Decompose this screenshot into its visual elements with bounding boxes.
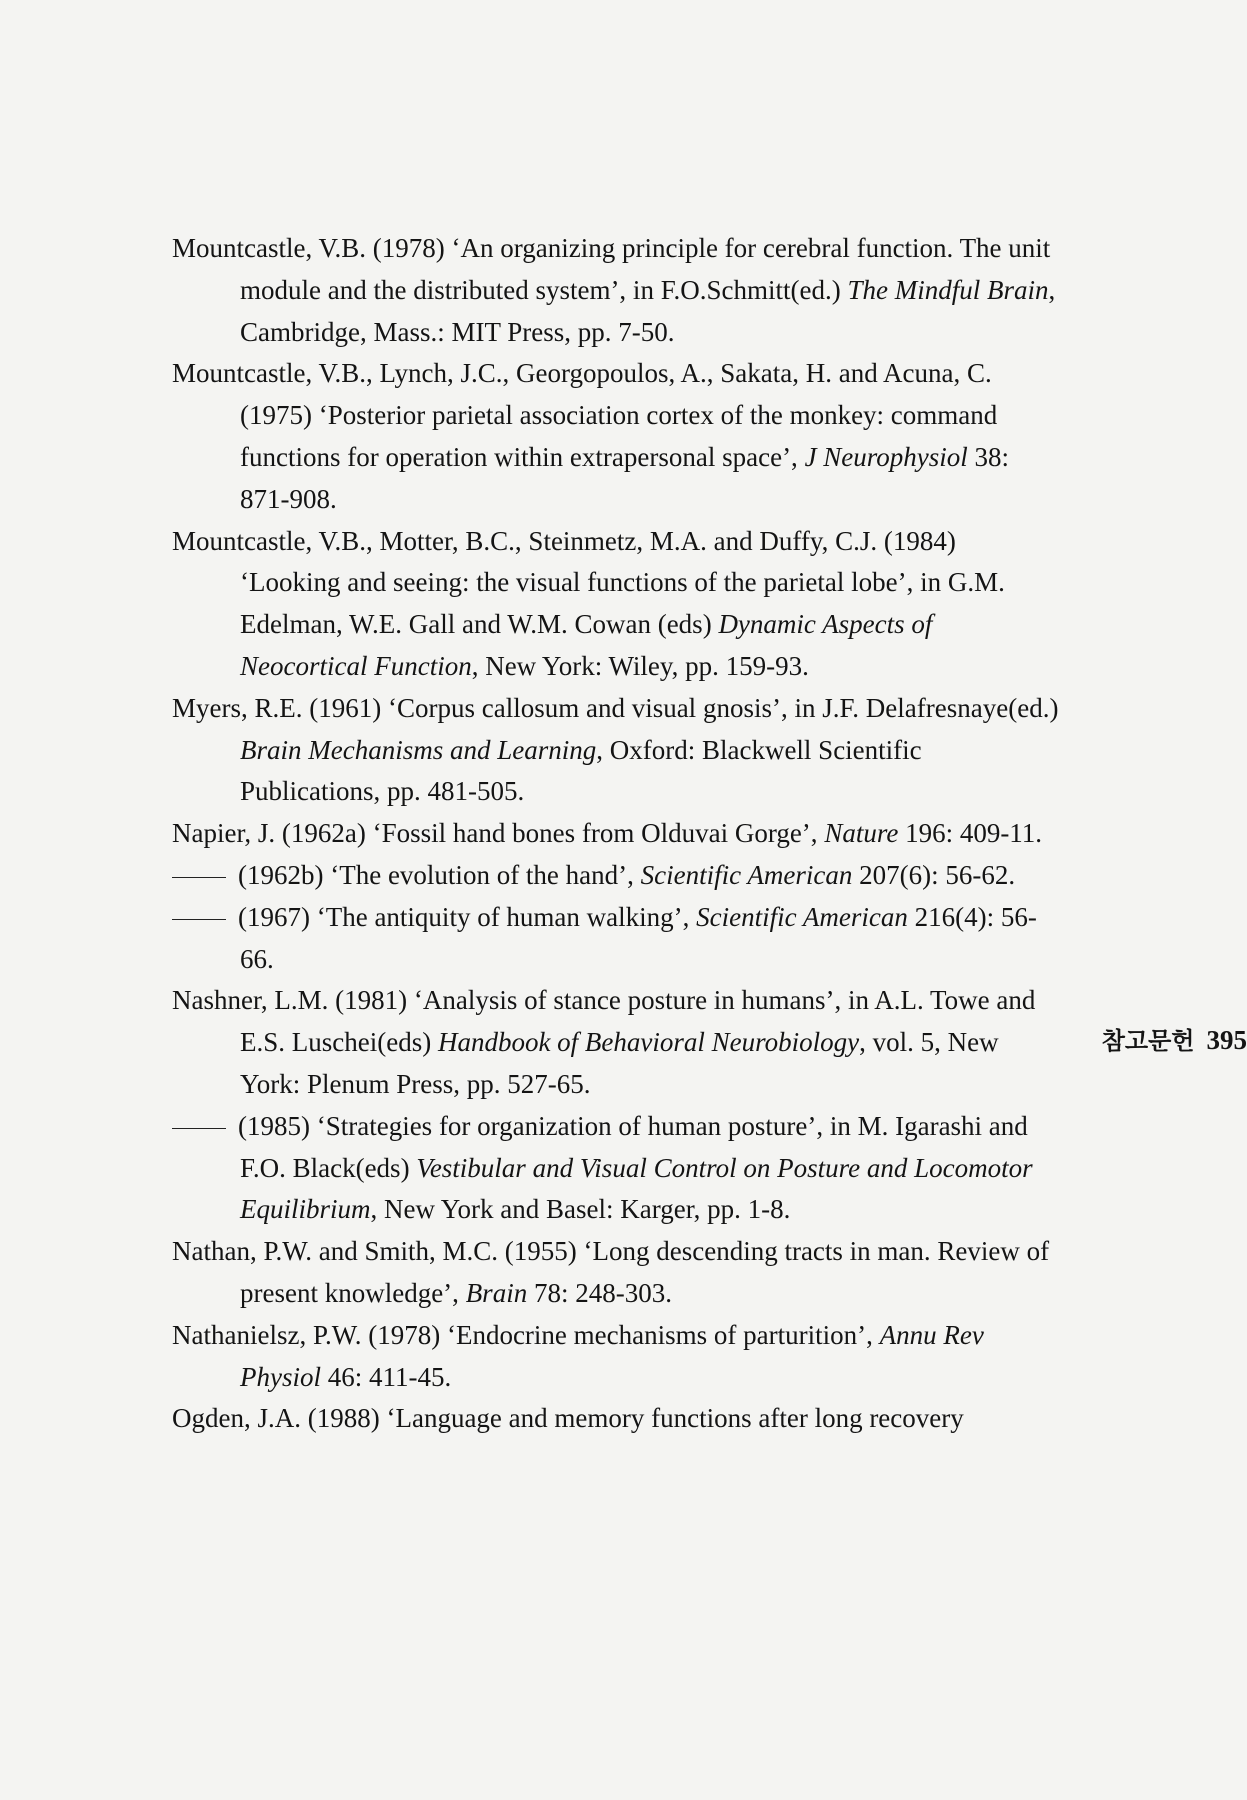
reference-author: Napier, J. — [172, 818, 276, 849]
reference-author: Mountcastle, V.B., Motter, B.C., Steinmetz, M.A. and Duffy, C.J. — [172, 525, 878, 556]
reference-entry — [172, 897, 1062, 981]
reference-source: 38: 871-908. — [240, 441, 1010, 514]
reference-list — [172, 228, 1247, 1440]
reference-source: , New York: Wiley, pp. 159-93. — [471, 650, 809, 681]
reference-entry — [172, 1106, 1062, 1231]
reference-source: , Oxford: Blackwell Scientific Publications, pp. 481-505. — [240, 734, 922, 807]
page-number: 395 — [1206, 1025, 1247, 1055]
reference-text: (1955) ‘Long descending tracts in man. Review of present knowledge’, — [240, 1236, 1050, 1308]
reference-source: 78: 248-303. — [527, 1277, 672, 1308]
reference-source: , New York and Basel: Karger, pp. 1-8. — [370, 1194, 791, 1225]
reference-entry — [172, 1315, 1062, 1399]
reference-author: Nathanielsz, P.W. — [172, 1319, 362, 1350]
reference-text: (1988) ‘Language and memory functions after long recovery — [301, 1403, 964, 1434]
reference-text: (1962b) ‘The evolution of the hand’, — [238, 859, 641, 890]
reference-title: J Neurophysiol — [804, 441, 968, 472]
reference-author: Nathan, P.W. and Smith, M.C. — [172, 1236, 499, 1267]
ditto-dash — [172, 1128, 226, 1129]
reference-author: Mountcastle, V.B. — [172, 233, 367, 263]
ditto-dash — [172, 919, 226, 920]
reference-author: Nashner, L.M. — [172, 985, 329, 1016]
reference-author: Mountcastle, V.B., Lynch, J.C., Georgopoulos, A., Sakata, H. and Acuna, C. — [172, 358, 992, 389]
ditto-dash — [172, 877, 226, 878]
reference-title: Annu Rev Physiol — [240, 1319, 984, 1392]
reference-text: (1985) ‘Strategies for organization of human posture’, in M. Igarashi and F.O. Black(eds) — [238, 1110, 1028, 1183]
reference-text: (1981) ‘Analysis of stance posture in humans’, in A.L. Towe and E.S. Luschei(eds) — [240, 985, 1036, 1058]
reference-entry — [172, 521, 1062, 688]
reference-title: Nature — [824, 818, 899, 849]
reference-source: 46: 411-45. — [321, 1361, 452, 1392]
reference-text: (1984) ‘Looking and seeing: the visual functions of the parietal lobe’, in G.M. Edelman, W.E. Gall and W.M. Cowan (eds) — [240, 525, 1005, 640]
reference-author: Myers, R.E. — [172, 692, 303, 723]
section-label: 참고문헌 — [1101, 1027, 1195, 1055]
reference-title: Dynamic Aspects of Neocortical Function — [240, 609, 933, 681]
reference-text: (1962a) ‘Fossil hand bones from Olduvai Gorge’, — [275, 818, 825, 849]
reference-entry — [172, 353, 1062, 520]
reference-entry — [172, 1398, 1062, 1440]
reference-text: (1975) ‘Posterior parietal association cortex of the monkey: command functions for operation within extrapersonal space’, — [240, 400, 998, 472]
reference-title: Vestibular and Visual Control on Posture and Locomotor Equilibrium — [240, 1152, 1033, 1225]
reference-entry — [172, 813, 1062, 855]
reference-title: Brain Mechanisms and Learning — [240, 734, 597, 765]
reference-entry — [172, 228, 1062, 353]
page-footer — [1027, 1020, 1247, 1063]
reference-text: (1978) ‘An organizing principle for cerebral function. The unit module and the distributed system’, in F.O.Schmitt(ed.) — [240, 233, 1051, 305]
reference-text: (1978) ‘Endocrine mechanisms of parturition’, — [361, 1319, 880, 1350]
reference-source: 216(4): 56-66. — [240, 901, 1037, 974]
reference-entry — [172, 980, 1062, 1105]
reference-source: 196: 409-11. — [898, 818, 1043, 849]
reference-title: Brain — [465, 1277, 528, 1308]
reference-title: The Mindful Brain — [847, 274, 1049, 305]
reference-entry — [172, 688, 1062, 813]
reference-title: Scientific American — [696, 901, 908, 932]
reference-title: Handbook of Behavioral Neurobiology — [437, 1027, 860, 1058]
reference-author: Ogden, J.A. — [172, 1403, 301, 1434]
reference-text: (1961) ‘Corpus callosum and visual gnosis’, in J.F. Delafresnaye(ed.) — [302, 692, 1059, 723]
reference-source: , vol. 5, New York: Plenum Press, pp. 527-65. — [240, 1027, 999, 1099]
reference-source: 207(6): 56-62. — [852, 859, 1016, 890]
reference-text: (1967) ‘The antiquity of human walking’, — [238, 901, 697, 932]
reference-title: Scientific American — [640, 859, 853, 890]
reference-entry — [172, 1231, 1062, 1315]
reference-source: , Cambridge, Mass.: MIT Press, pp. 7-50. — [240, 274, 1056, 347]
reference-entry — [172, 855, 1062, 897]
